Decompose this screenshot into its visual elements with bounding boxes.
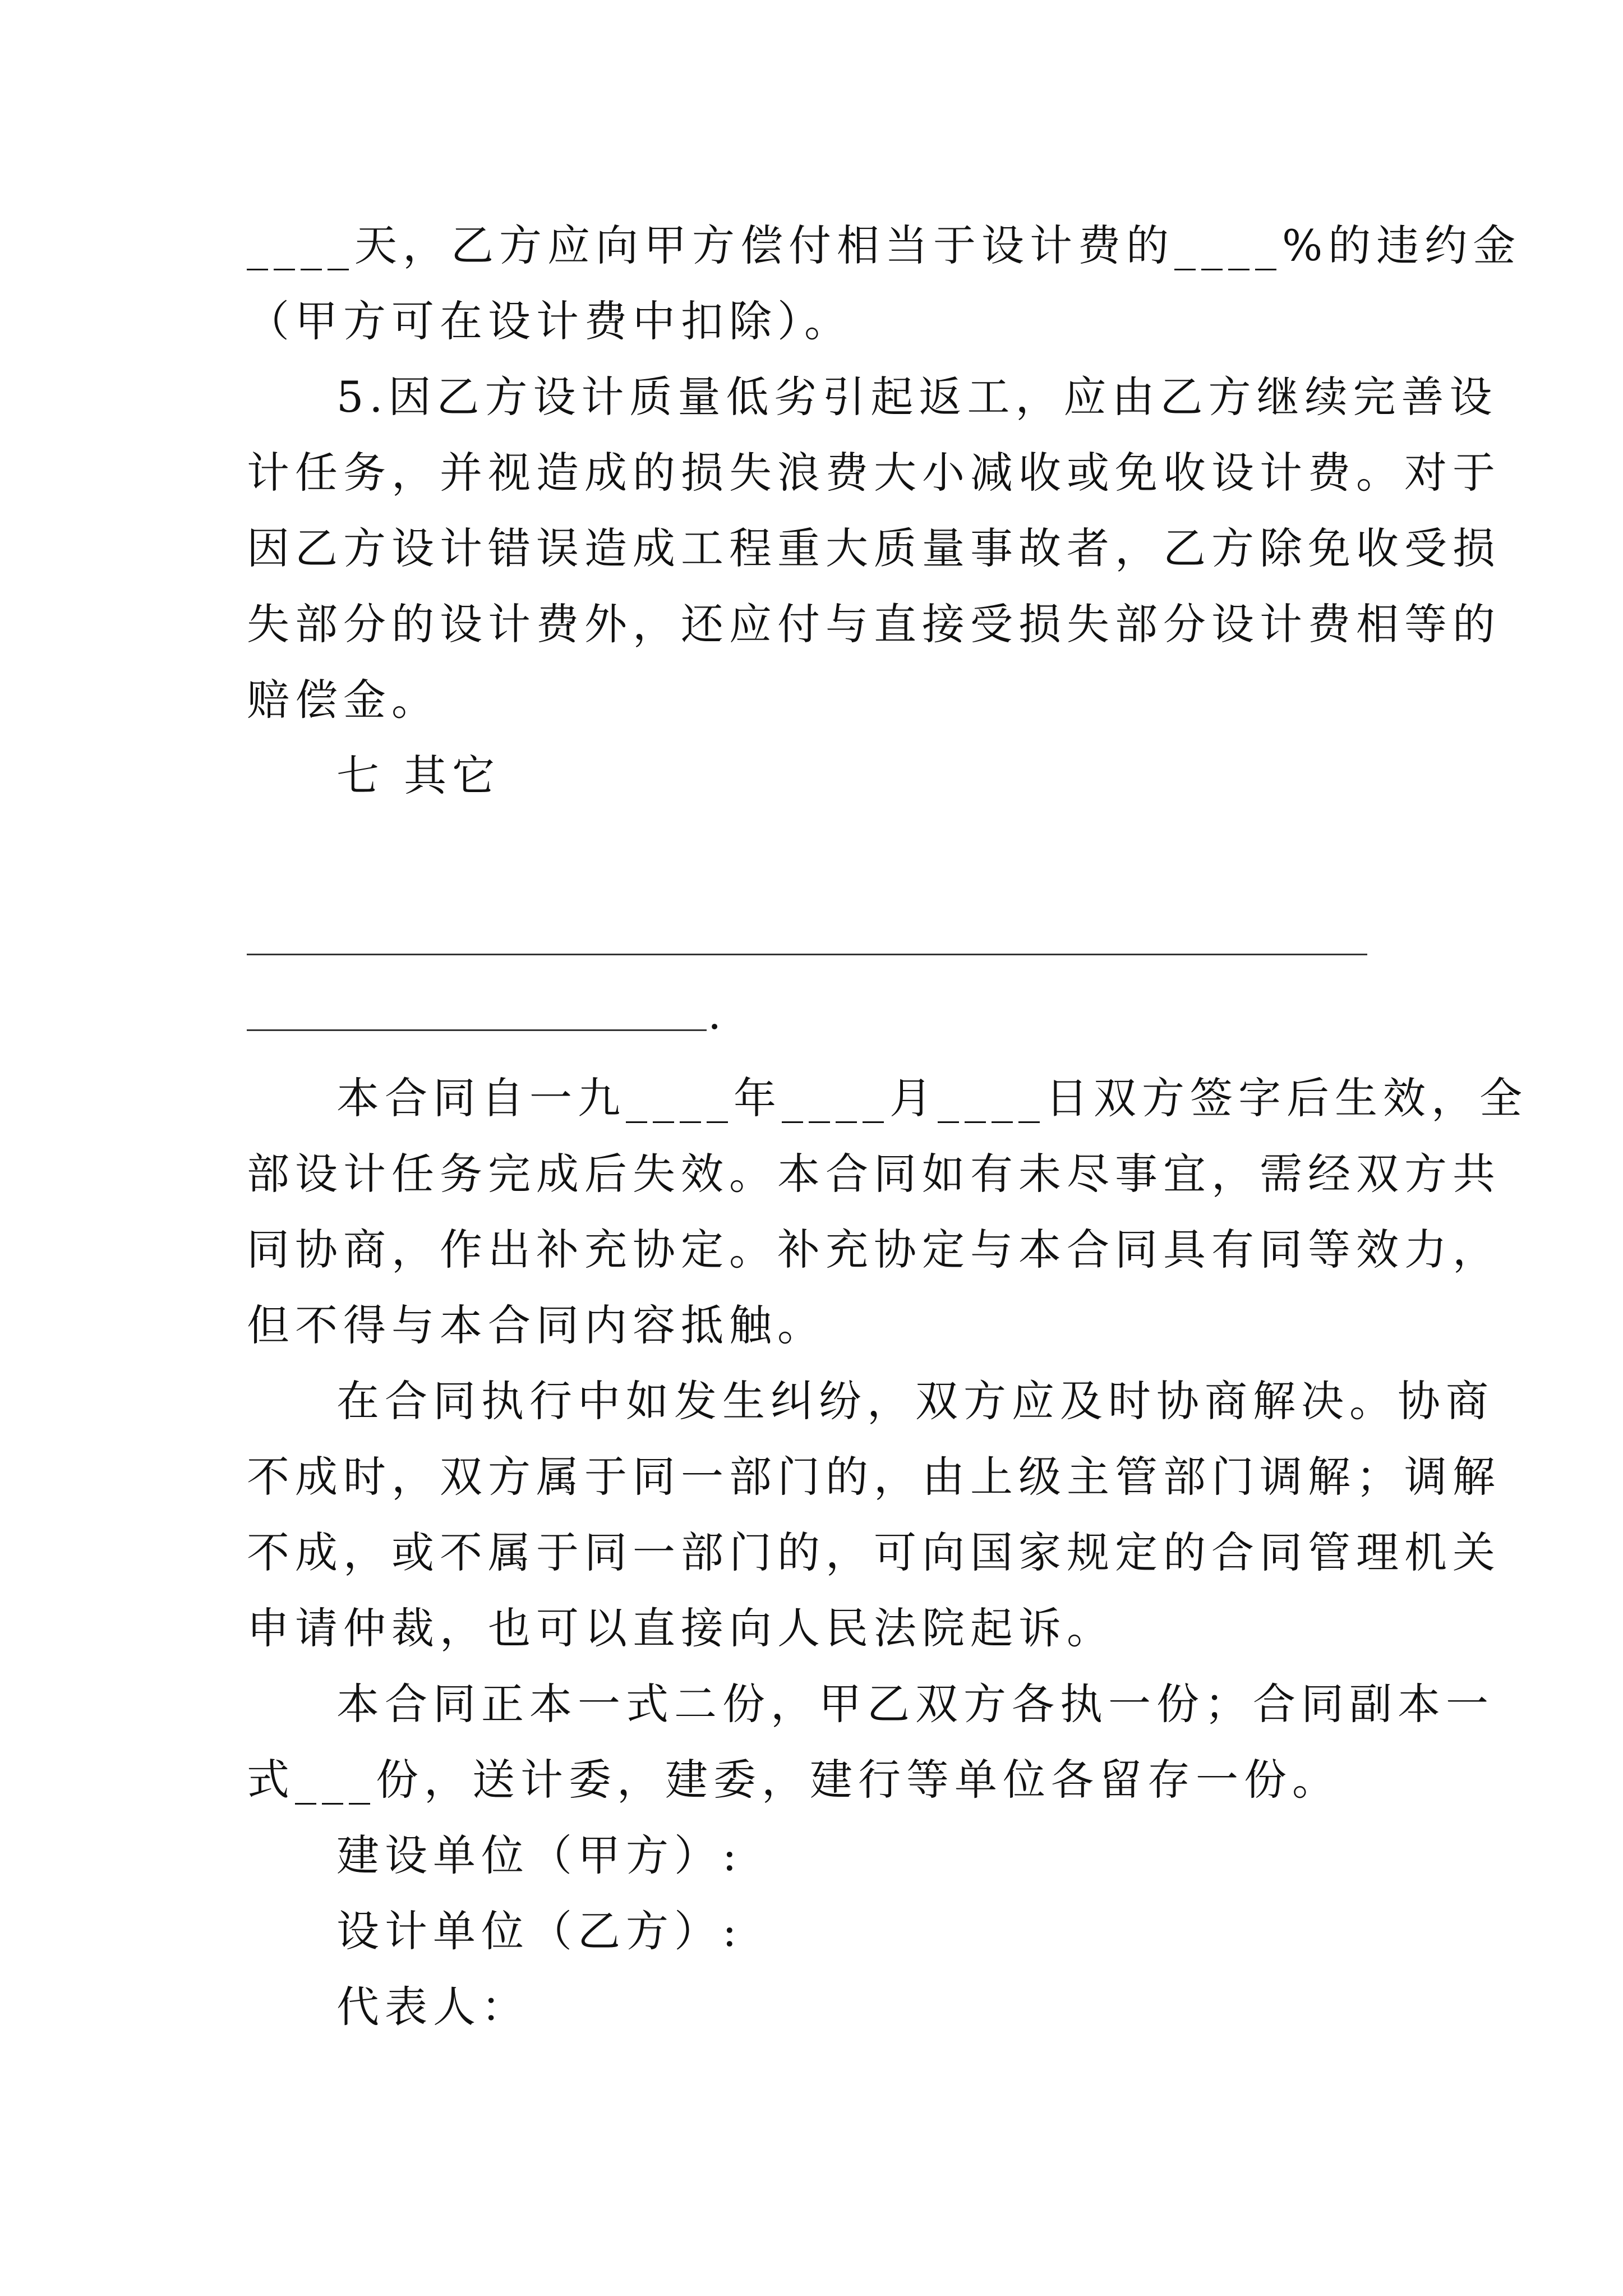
text-line: 计任务，并视造成的损失浪费大小减收或免收设计费。对于: [247, 448, 1501, 498]
blank-fill-line: [247, 954, 1367, 955]
text-line: 式___份，送计委，建委，建行等单位各留存一份。: [247, 1755, 1340, 1805]
text-line: 赔偿金。: [247, 675, 440, 725]
text-line: 本合同自一九____年____月____日双方签字后生效，全: [336, 1073, 1528, 1123]
text-line: 不成，或不属于同一部门的，可向国家规定的合同管理机关: [247, 1527, 1501, 1577]
section-heading: 七 其它: [336, 751, 501, 800]
text-line: 但不得与本合同内容抵触。: [247, 1300, 826, 1350]
text-line: ____天，乙方应向甲方偿付相当于设计费的____%的违约金: [247, 220, 1521, 270]
representative-label: 代表人：: [336, 1982, 529, 2032]
blank-fill-line: [247, 1029, 707, 1031]
text-line: 因乙方设计错误造成工程重大质量事故者，乙方除免收受损: [247, 523, 1501, 573]
text-line: 部设计任务完成后失效。本合同如有未尽事宜，需经双方共: [247, 1149, 1501, 1199]
text-line: 失部分的设计费外，还应付与直接受损失部分设计费相等的: [247, 599, 1501, 649]
text-line: 申请仲裁，也可以直接向人民法院起诉。: [247, 1603, 1115, 1653]
text-line: 在合同执行中如发生纠纷，双方应及时协商解决。协商: [336, 1376, 1494, 1426]
text-line: （甲方可在设计费中扣除）。: [247, 296, 852, 346]
signature-party-a-label: 建设单位（甲方）:: [336, 1830, 743, 1880]
text-line: 同协商，作出补充协定。补充协定与本合同具有同等效力，: [247, 1225, 1501, 1274]
text-line: 不成时，双方属于同一部门的，由上级主管部门调解；调解: [247, 1452, 1501, 1502]
text-line: 本合同正本一式二份，甲乙双方各执一份；合同副本一: [336, 1679, 1494, 1729]
signature-party-b-label: 设计单位（乙方）:: [336, 1906, 743, 1956]
text-line: 5.因乙方设计质量低劣引起返工，应由乙方继续完善设: [336, 372, 1498, 422]
blank-line-end: .: [708, 989, 722, 1039]
